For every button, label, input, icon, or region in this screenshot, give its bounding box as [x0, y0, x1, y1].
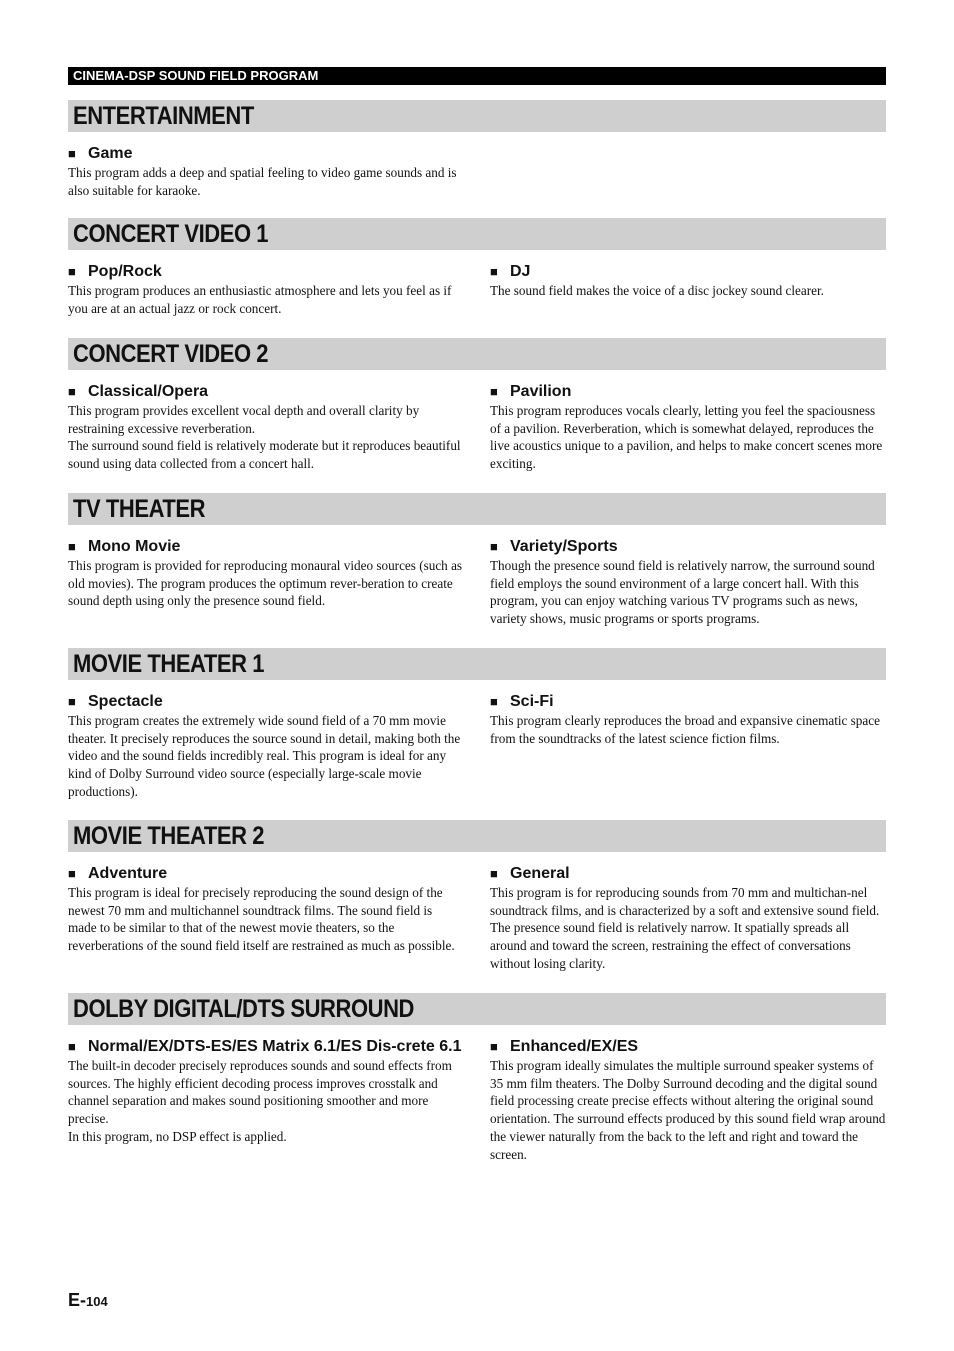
item-text: The built-in decoder precisely reproduces sounds and sound effects from sources. The highly efficient decoding process improves crosstalk and channel separation and makes sound positioning smoother and more precise.	[68, 1058, 452, 1127]
item-pavilion	[490, 382, 886, 473]
item-text: This program produces an enthusiastic atmosphere and lets you feel as if you are at an actual jazz or rock concert.	[68, 283, 452, 316]
page-number: 104	[86, 1294, 108, 1309]
item-title: Variety/Sports	[510, 538, 618, 555]
item-text: This program adds a deep and spatial feeling to video game sounds and is also suitable for karaoke.	[68, 165, 457, 198]
section-title: MOVIE THEATER 2	[68, 820, 886, 852]
item-text: The surround sound field is relatively moderate but it reproduces beautiful sound using data collected from a concert hall.	[68, 438, 461, 472]
item-text: The sound field makes the voice of a disc jockey sound clearer.	[490, 283, 824, 298]
item-variety-sports	[490, 537, 886, 628]
item-text: This program creates the extremely wide sound field of a 70 mm movie theater. It precisely reproduces the source sound in detail, making both the video and the sound fields incredibly real. This program is ideal for any kind of Dolby Surround video source (especially large-scale movie productions).	[68, 713, 461, 799]
item-title: Enhanced/EX/ES	[510, 1038, 639, 1055]
item-dj	[490, 262, 886, 300]
item-title: Classical/Opera	[88, 383, 209, 400]
bullet-square-icon: ■	[490, 264, 498, 279]
item-text: This program is for reproducing sounds from 70 mm and multichan-nel soundtrack films, and is characterized by a soft and extensive sound field. The presence sound field is relatively narrow. It spatially spreads all around and toward the screen, restraining the effect of conversations without losing clarity.	[490, 885, 880, 971]
bullet-square-icon: ■	[490, 866, 498, 881]
bullet-square-icon: ■	[68, 146, 76, 161]
header-bar	[68, 67, 886, 85]
item-text: This program is provided for reproducing monaural video sources (such as old movies). The program produces the optimum rever-beration to create sound depth using only the presence sound field.	[68, 558, 463, 609]
item-text: In this program, no DSP effect is applied.	[68, 1128, 287, 1144]
item-mono-movie	[68, 537, 464, 610]
section-title: MOVIE THEATER 1	[68, 648, 886, 680]
bullet-square-icon: ■	[68, 264, 76, 279]
bullet-square-icon: ■	[490, 1039, 498, 1054]
bullet-square-icon: ■	[68, 694, 76, 709]
bullet-square-icon: ■	[68, 384, 76, 399]
item-text: This program ideally simulates the multiple surround speaker systems of 35 mm film theaters. The Dolby Surround decoding and the digital sound field processing create precise effects without altering the original sound orientation. The surround effects produced by this sound field wrap around the viewer naturally from the back to the left and right and toward the screen.	[490, 1058, 886, 1162]
bullet-square-icon: ■	[490, 539, 498, 554]
page-footer	[68, 1290, 108, 1311]
item-title: General	[510, 865, 570, 882]
item-classical-opera	[68, 382, 464, 473]
item-text: This program is ideal for precisely reproducing the sound design of the newest 70 mm and multichannel soundtrack films. The sound field is made to be similar to that of the newest movie theaters, so the reverberations of the sound field itself are restrained as much as possible.	[68, 885, 455, 954]
page-prefix: E-	[68, 1290, 86, 1310]
item-sci-fi	[490, 692, 886, 747]
section-tv-theater	[68, 493, 886, 627]
item-adventure	[68, 864, 464, 955]
bullet-square-icon: ■	[490, 384, 498, 399]
section-dolby-digital-dts-surround	[68, 993, 886, 1162]
item-enhanced-ex-es	[490, 1037, 886, 1163]
section-title: CONCERT VIDEO 2	[68, 338, 886, 370]
item-title: Normal/EX/DTS-ES/ES Matrix 6.1/ES Dis-crete 6.1	[88, 1038, 462, 1055]
section-concert-video-1	[68, 218, 886, 316]
item-text: This program provides excellent vocal depth and overall clarity by restraining excessive reverberation.	[68, 403, 420, 436]
item-text: Though the presence sound field is relatively narrow, the surround sound field employs the sound environment of a large concert hall. With this program, you can enjoy watching various TV programs such as news, variety shows, music programs or sports programs.	[490, 558, 875, 627]
header-bar-label: CINEMA-DSP SOUND FIELD PROGRAM	[73, 68, 319, 83]
item-title: Game	[88, 145, 133, 162]
item-title: Sci-Fi	[510, 693, 554, 710]
item-general	[490, 864, 886, 973]
section-title: TV THEATER	[68, 493, 886, 525]
section-movie-theater-2	[68, 820, 886, 971]
section-entertainment	[68, 100, 886, 198]
item-spectacle	[68, 692, 464, 801]
item-title: DJ	[510, 263, 531, 280]
item-title: Adventure	[88, 865, 168, 882]
item-text: This program clearly reproduces the broad and expansive cinematic space from the soundtracks of the latest science fiction films.	[490, 713, 880, 746]
item-title: Mono Movie	[88, 538, 181, 555]
item-normal-ex-dts-es	[68, 1037, 464, 1146]
bullet-square-icon: ■	[68, 866, 76, 881]
bullet-square-icon: ■	[490, 694, 498, 709]
section-concert-video-2	[68, 338, 886, 472]
item-text: This program reproduces vocals clearly, letting you feel the spaciousness of a pavilion. Reverberation, which is somewhat delayed, reproduces the live acoustics unique to a pavilion, and helps to make concert scenes more exciting.	[490, 403, 883, 472]
item-title: Spectacle	[88, 693, 163, 710]
section-movie-theater-1	[68, 648, 886, 799]
item-title: Pop/Rock	[88, 263, 162, 280]
item-title: Pavilion	[510, 383, 572, 400]
bullet-square-icon: ■	[68, 1039, 76, 1054]
section-title: CONCERT VIDEO 1	[68, 218, 886, 250]
bullet-square-icon: ■	[68, 539, 76, 554]
item-game	[68, 144, 464, 199]
item-pop-rock	[68, 262, 464, 317]
section-title: ENTERTAINMENT	[68, 100, 886, 132]
section-title: DOLBY DIGITAL/DTS SURROUND	[68, 993, 886, 1025]
